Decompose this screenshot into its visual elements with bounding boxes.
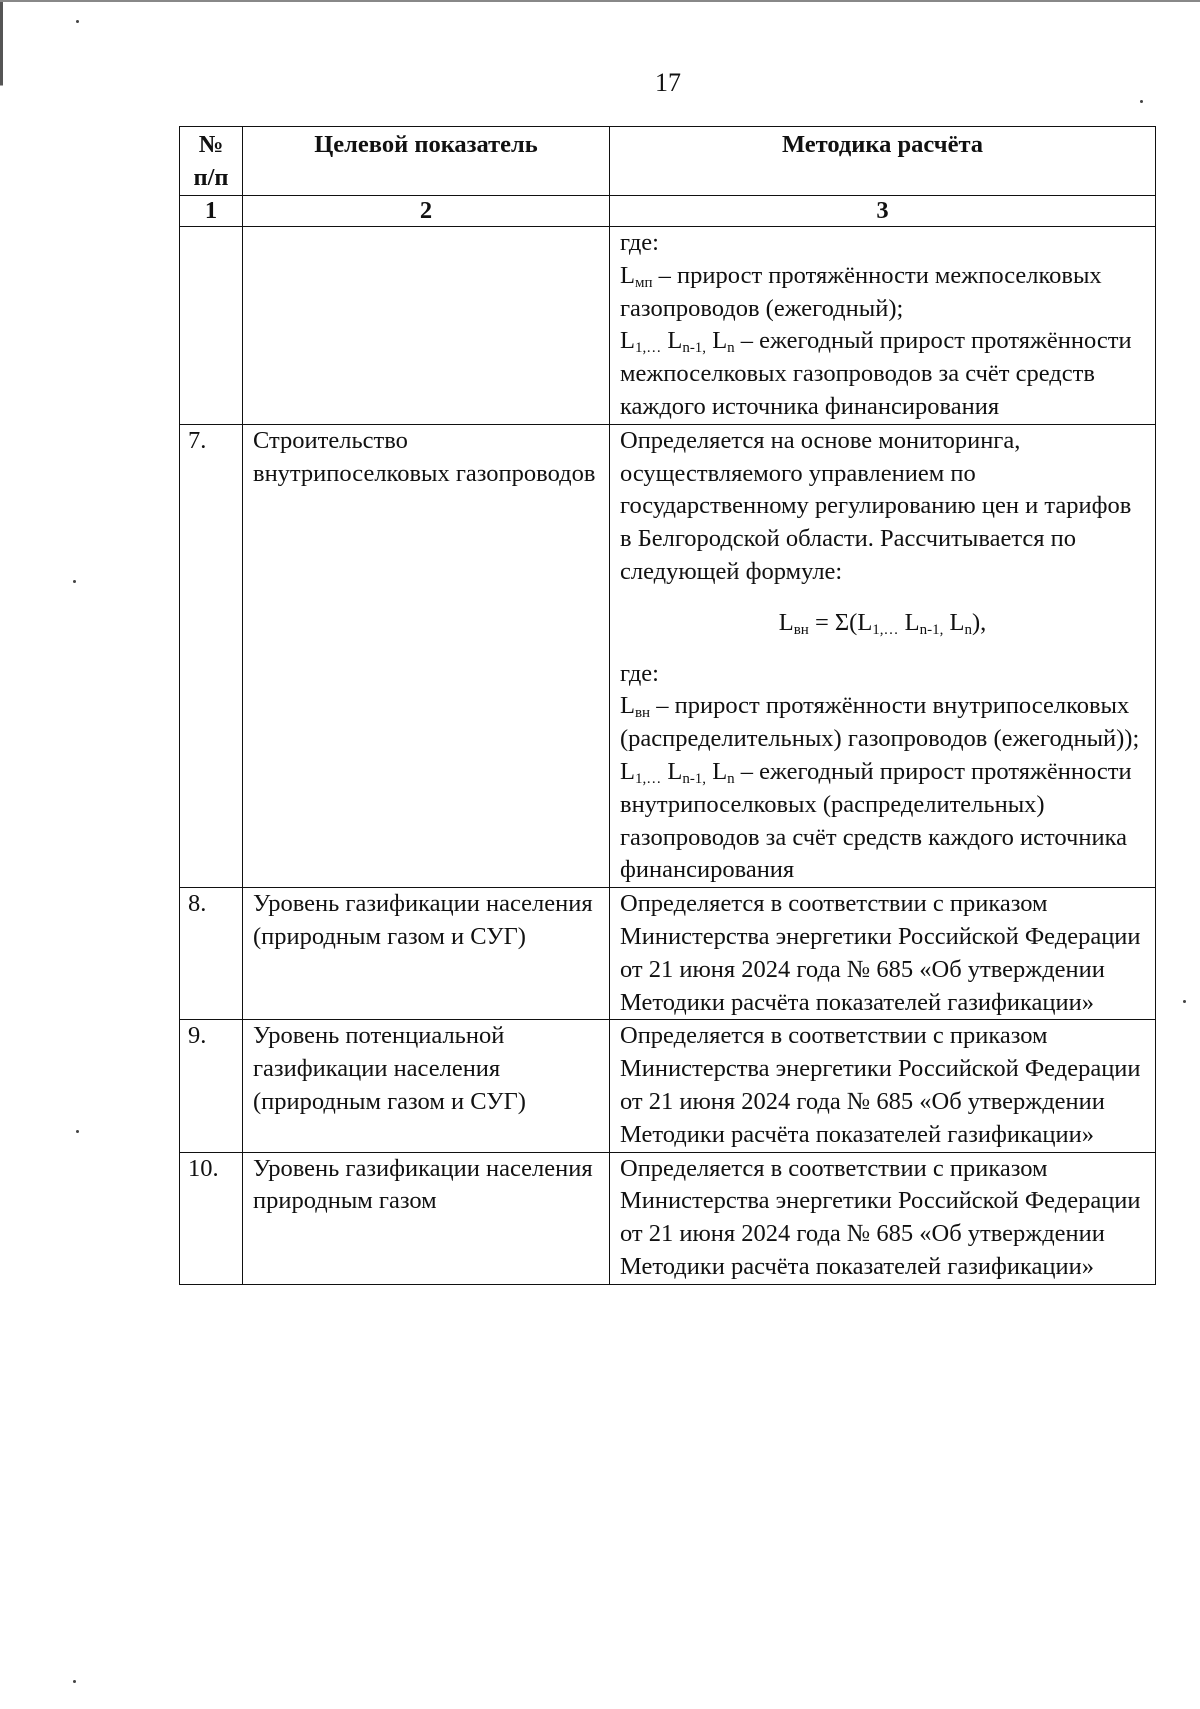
scan-speck: [73, 1680, 76, 1683]
indicators-table: [179, 126, 1156, 1285]
page-number: 17: [655, 68, 681, 97]
method-cell: [610, 424, 1156, 887]
row-number: 9.: [180, 1020, 243, 1152]
scan-speck: [76, 1130, 79, 1133]
scan-speck: [73, 580, 76, 583]
row-number: 8.: [180, 888, 243, 1020]
scan-speck: [1183, 1000, 1186, 1003]
column-number: 1: [180, 196, 243, 227]
formula: $L_{вн} = \Sigma(L_{1,\dots}$ $L_{n-1,}$ $L_n$),: [778, 608, 987, 638]
column-number: 3: [610, 196, 1156, 227]
method-intro: Определяется на основе мониторинга, осуществляемого управлением по государственному регулированию цен и тарифов в Белгородской области. Рассчитывается по следующей формуле:: [620, 426, 1132, 585]
table-row: [180, 1152, 1156, 1284]
definition-l-vn: $L_{вн}$ – прирост протяжённости внутрипоселковых (распределительных) газопроводов (ежегодный));: [620, 692, 1140, 753]
header-indicator: Целевой показатель: [243, 127, 610, 196]
definition-l-n: $L_{1,\dots}$ $L_{n-1,}$ $L_n$ – ежегодный прирост протяжённости внутрипоселковых (распределительных) газопроводов за счёт средств каждого источника финансирования: [620, 757, 1132, 884]
scan-edge-top: [0, 0, 1200, 2]
where-label: где:: [620, 659, 659, 687]
indicator-cell: Уровень газификации населения (природным газом и СУГ): [243, 888, 610, 1020]
table-row: [180, 888, 1156, 1020]
table-row: [180, 424, 1156, 887]
indicator-cell: [243, 227, 610, 425]
scan-edge: [0, 0, 3, 1709]
indicator-cell: Уровень газификации населения природным газом: [243, 1152, 610, 1284]
header-method: Методика расчёта: [610, 127, 1156, 196]
method-cell: [610, 227, 1156, 425]
indicator-cell: Строительство внутрипоселковых газопроводов: [243, 424, 610, 887]
column-number: 2: [243, 196, 610, 227]
definition-l-n: $L_{1,\dots}$ $L_{n-1,}$ $L_n$ – ежегодный прирост протяжённости межпоселковых газопроводов за счёт средств каждого источника финансирования: [620, 327, 1132, 420]
row-number: 7.: [180, 424, 243, 887]
table-row: [180, 1020, 1156, 1152]
scan-speck: [1140, 100, 1143, 103]
indicator-cell: Уровень потенциальной газификации населения (природным газом и СУГ): [243, 1020, 610, 1152]
header-num: № п/п: [180, 127, 243, 196]
num-cell: [180, 227, 243, 425]
table-row: [180, 227, 1156, 425]
method-cell: Определяется в соответствии с приказом Министерства энергетики Российской Федерации от 21 июня 2024 года № 685 «Об утверждении Методики расчёта показателей газификации»: [610, 1152, 1156, 1284]
header-row: [180, 127, 1156, 196]
method-cell: Определяется в соответствии с приказом Министерства энергетики Российской Федерации от 21 июня 2024 года № 685 «Об утверждении Методики расчёта показателей газификации»: [610, 888, 1156, 1020]
row-number: 10.: [180, 1152, 243, 1284]
definition-l-mp: $L_{мп}$ – прирост протяжённости межпоселковых газопроводов (ежегодный);: [620, 261, 1102, 322]
scan-speck: [76, 20, 79, 23]
column-number-row: [180, 196, 1156, 227]
where-label: где:: [620, 229, 659, 256]
method-cell: Определяется в соответствии с приказом Министерства энергетики Российской Федерации от 21 июня 2024 года № 685 «Об утверждении Методики расчёта показателей газификации»: [610, 1020, 1156, 1152]
